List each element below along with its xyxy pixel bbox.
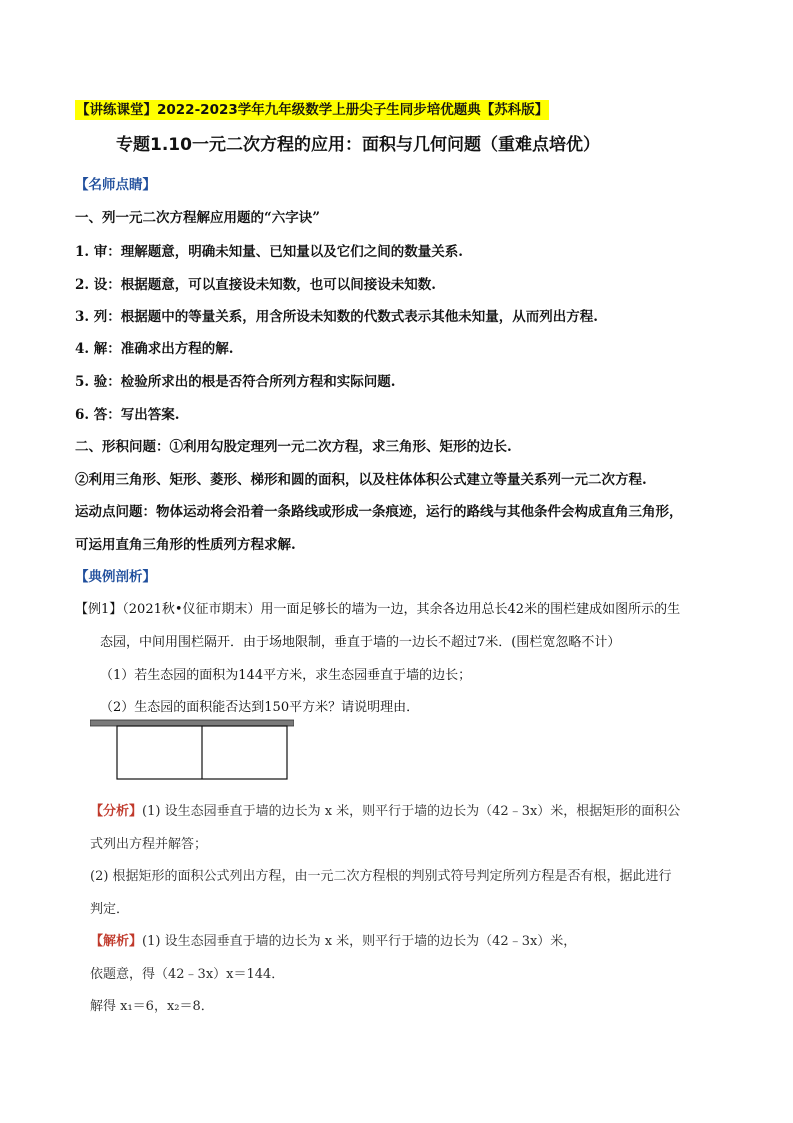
wall-bar — [90, 720, 294, 726]
example-1-tag: 【例1】 — [75, 602, 123, 617]
tips-paragraph-1: 一、列一元二次方程解应用题的“六字诀” — [75, 210, 321, 226]
solution-line-1: 【解析】(1) 设生态园垂直于墙的边长为 x 米，则平行于墙的边长为（42﹣3x）米， — [90, 934, 577, 949]
tips-paragraph-4b: 可运用直角三角形的性质列方程求解. — [75, 537, 296, 553]
example-1-line-2: 态园，中间用围栏隔开．由于场地限制，垂直于墙的一边长不超过7米．(围栏宽忽略不计） — [100, 635, 621, 650]
tips-paragraph-4a: 运动点问题：物体运动将会沿着一条路线或形成一条痕迹，运行的路线与其他条件会构成直角三角形， — [75, 504, 683, 520]
analysis-line-1: 【分析】(1) 设生态园垂直于墙的边长为 x 米，则平行于墙的边长为（42﹣3x）米，根据矩形的面积公 — [90, 804, 681, 819]
banner-text: 【讲练课堂】2022-2023学年九年级数学上册尖子生同步培优题典【苏科版】 — [76, 102, 549, 118]
banner — [75, 100, 549, 120]
analysis-line-2: 式列出方程并解答； — [90, 837, 208, 852]
example-1-line-1: 【例1】（2021秋•仪征市期末）用一面足够长的墙为一边，其余各边用总长42米的围栏建成如图所示的生 — [75, 602, 681, 617]
tips-paragraph-3: ②利用三角形、矩形、菱形、梯形和圆的面积，以及柱体体积公式建立等量关系列一元二次方程. — [75, 472, 647, 488]
solution-line-2: 依题意，得（42﹣3x）x＝144． — [90, 967, 285, 982]
step-3: 3. 列：根据题中的等量关系，用含所设未知数的代数式表示其他未知量，从而列出方程. — [75, 309, 598, 325]
step-2: 2. 设：根据题意，可以直接设未知数，也可以间接设未知数. — [75, 277, 436, 293]
solution-line-3: 解得 x₁＝6，x₂＝8． — [90, 999, 214, 1014]
question-1: （1）若生态园的面积为144平方米，求生态园垂直于墙的边长； — [100, 668, 472, 683]
step-1: 1. 审：理解题意，明确未知量、已知量以及它们之间的数量关系. — [75, 244, 463, 260]
garden-fence-diagram — [90, 716, 294, 782]
tips-paragraph-2: 二、形积问题：①利用勾股定理列一元二次方程，求三角形、矩形的边长. — [75, 439, 512, 455]
analysis-tag: 【分析】 — [90, 804, 143, 819]
page-title: 专题1.10一元二次方程的应用：面积与几何问题（重难点培优） — [116, 135, 600, 155]
section-heading-examples: 【典例剖析】 — [75, 569, 156, 585]
step-6: 6. 答：写出答案. — [75, 407, 180, 423]
step-5: 5. 验：检验所求出的根是否符合所列方程和实际问题. — [75, 374, 396, 390]
step-4: 4. 解：准确求出方程的解. — [75, 341, 234, 357]
question-2: （2）生态园的面积能否达到150平方米？请说明理由． — [100, 700, 420, 715]
analysis-line-3: (2) 根据矩形的面积公式列出方程，由一元二次方程根的判别式符号判定所列方程是否有根，据此进行 — [90, 869, 672, 884]
section-heading-tips: 【名师点睛】 — [75, 177, 156, 193]
solution-tag: 【解析】 — [90, 934, 143, 949]
analysis-line-4: 判定． — [90, 902, 130, 917]
